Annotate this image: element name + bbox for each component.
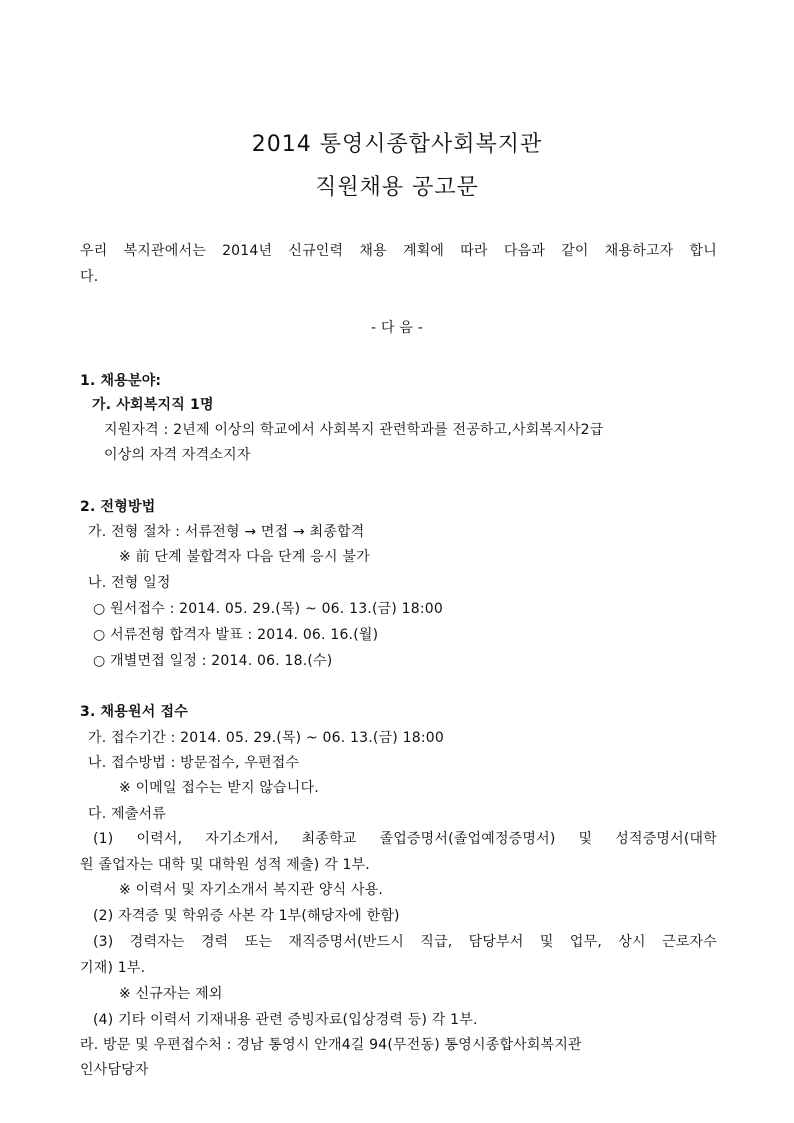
document-2: (2) 자격증 및 학위증 사본 각 1부(해당자에 한함) (93, 908, 400, 924)
section-3-heading: 3. 채용원서 접수 (80, 704, 188, 720)
section-1-heading: 1. 채용분야: (80, 373, 162, 389)
section-2-note-a: ※ 前 단계 불합격자 다음 단계 응시 불가 (119, 549, 370, 565)
schedule-item: ○ 개별면접 일정 : 2014. 06. 18.(수) (93, 653, 333, 669)
section-1-item-a: 가. 사회복지직 1명 (92, 397, 214, 413)
section-3-item-c: 다. 제출서류 (88, 806, 166, 822)
document-subtitle: 직원채용 공고문 (315, 175, 479, 200)
section-1-qualification-line-2: 이상의 자격 자격소지자 (104, 447, 251, 463)
section-1-qualification-line-1: 지원자격 : 2년제 이상의 학교에서 사회복지 관련학과를 전공하고,사회복지사2급 (104, 422, 604, 438)
document-1-note: ※ 이력서 및 자기소개서 복지관 양식 사용. (119, 882, 384, 898)
document-1-line-1: (1) 이력서, 자기소개서, 최종학교 졸업증명서(졸업예정증명서) 및 성적증명서(대학 (93, 831, 717, 847)
schedule-item: ○ 서류전형 합격자 발표 : 2014. 06. 16.(월) (93, 627, 379, 643)
section-2-item-a: 가. 전형 절차 : 서류전형 → 면접 → 최종합격 (88, 524, 365, 540)
intro-line-1: 우리 복지관에서는 2014년 신규인력 채용 계획에 따라 다음과 같이 채용하고자 합니 (80, 243, 717, 259)
document-4: (4) 기타 이력서 기재내용 관련 증빙자료(입상경력 등) 각 1부. (93, 1012, 478, 1028)
intro-line-2: 다. (80, 269, 99, 285)
section-2-item-b: 나. 전형 일정 (88, 575, 171, 591)
document-1-line-2: 원 졸업자는 대학 및 대학원 성적 제출) 각 1부. (80, 857, 370, 873)
section-3-note-b: ※ 이메일 접수는 받지 않습니다. (119, 780, 319, 796)
section-3-item-d-line-2: 인사담당자 (80, 1062, 149, 1078)
schedule-item: ○ 원서접수 : 2014. 05. 29.(목) ~ 06. 13.(금) 18:00 (93, 601, 443, 617)
document-3-note: ※ 신규자는 제외 (119, 986, 223, 1002)
divider-text: - 다 음 - (371, 320, 423, 336)
document-3-line-1: (3) 경력자는 경력 또는 재직증명서(반드시 직급, 담당부서 및 업무, 상시 근로자수 (93, 934, 717, 950)
document-title: 2014 통영시종합사회복지관 (251, 132, 543, 157)
section-3-item-b: 나. 접수방법 : 방문접수, 우편접수 (88, 755, 300, 771)
document-3-line-2: 기재) 1부. (80, 960, 146, 976)
section-3-item-a: 가. 접수기간 : 2014. 05. 29.(목) ~ 06. 13.(금) 18:00 (88, 730, 444, 746)
section-2-heading: 2. 전형방법 (80, 499, 156, 515)
section-3-item-d-line-1: 라. 방문 및 우편접수처 : 경남 통영시 안개4길 94(무전동) 통영시종합사회복지관 (80, 1037, 582, 1053)
